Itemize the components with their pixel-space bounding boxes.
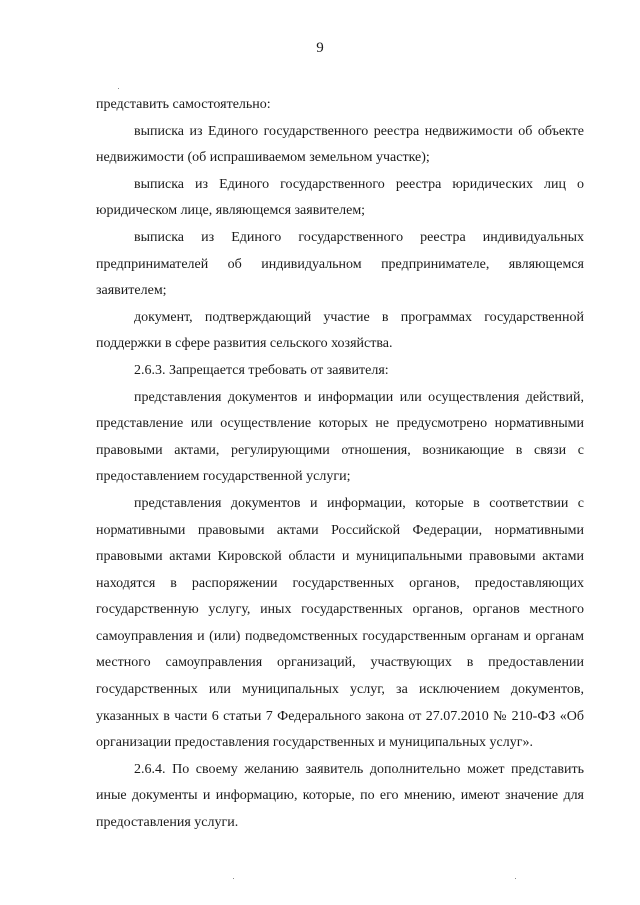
- paragraph-prohibition-documents-actions: представления документов и информации или осуществления действий, представление или осуществление которых не предусмотрено нормативными правовыми актами, регулирующими отношения, возникающие в связи с предоставлением государственной услуги;: [96, 389, 584, 485]
- paragraph-extract-entrepreneurs-registry: выписка из Единого государственного реестра индивидуальных предпринимателей об индивидуальном предпринимателе, являющемся заявителем;: [96, 229, 584, 299]
- paragraph-prohibition-documents-held-by-authorities: представления документов и информации, которые в соответствии с нормативными правовыми актами Российской Федерации, нормативными правовыми актами Кировской области и муниципальными правовыми актами находятся в распоряжении государственных органов, предоставляющих государственную услугу, иных государственных органов, органов местного самоуправления и (или) подведомственных государственным органам и органам местного самоуправления организаций, участвующих в предоставлении государственных или муниципальных услуг, за исключением документов, указанных в части 6 статьи 7 Федерального закона от 27.07.2010 № 210-ФЗ «Об организации предоставления государственных и муниципальных услуг».: [96, 495, 584, 751]
- page-number: 9: [316, 40, 324, 56]
- paragraph-section-2-6-4: 2.6.4. По своему желанию заявитель дополнительно может представить иные документы и информацию, которые, по его мнению, имеют значение для предоставления услуги.: [96, 761, 584, 831]
- paragraph-extract-legal-entities-registry: выписка из Единого государственного реестра юридических лиц о юридическом лице, являющемся заявителем;: [96, 176, 584, 219]
- scan-speck: [233, 878, 234, 879]
- paragraph-section-2-6-3: 2.6.3. Запрещается требовать от заявителя:: [134, 362, 389, 378]
- document-body: [96, 92, 584, 837]
- scan-speck: [118, 88, 119, 89]
- paragraph-state-support-document: документ, подтверждающий участие в программах государственной поддержки в сфере развития сельского хозяйства.: [96, 309, 584, 352]
- paragraph-extract-property-registry: выписка из Единого государственного реестра недвижимости об объекте недвижимости (об испрашиваемом земельном участке);: [96, 123, 584, 166]
- scan-speck: [515, 878, 516, 879]
- paragraph-continuation: представить самостоятельно:: [96, 97, 271, 112]
